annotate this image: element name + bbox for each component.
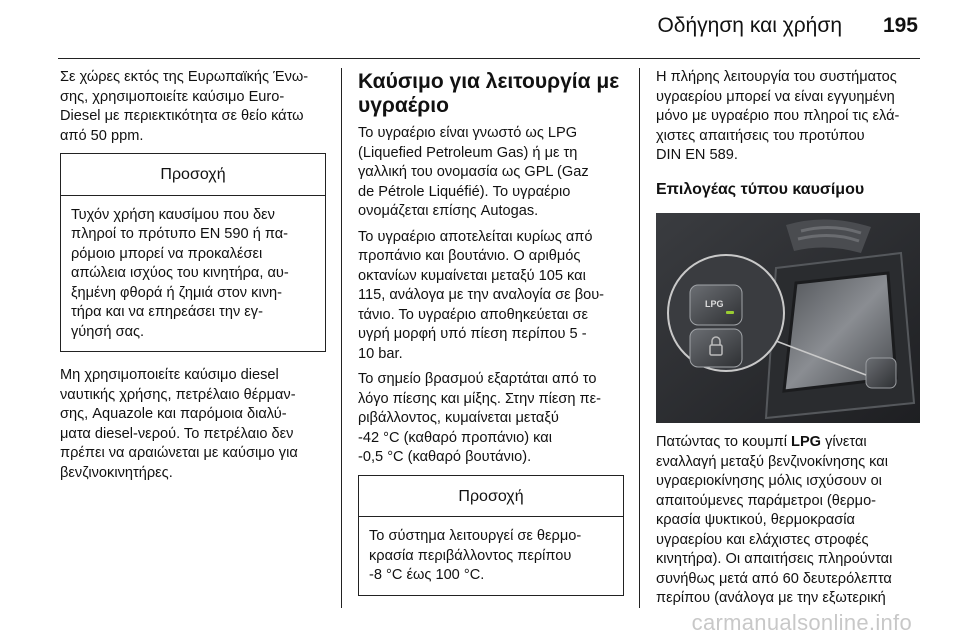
column-3 [656, 68, 920, 615]
page-number: 195 [882, 14, 918, 37]
watermark: carmanualsonline.info [691, 610, 912, 635]
diesel-paragraph: Σε χώρες εκτός της Ευρωπαϊκής Ένω- σης, χρησιμοποιείτε καύσιμο Euro- Diesel με περιεκτικότητα σε θείο κάτω από 50 ppm. [60, 69, 309, 144]
notice-title: Προσοχή [359, 476, 623, 518]
dashboard-illustration [656, 213, 920, 423]
header-title: Οδήγηση και χρήση [657, 14, 842, 37]
column-divider-1 [341, 68, 342, 608]
section-heading-fuel-selector: Επιλογέας τύπου καυσίμου [656, 180, 865, 198]
marine-diesel-paragraph: Μη χρησιμοποιείτε καύσιμο diesel ναυτικής χρήσης, πετρέλαιο θέρμαν- σης, Aquazole και παρόμοια διαλύ- ματα diesel-νερού. Το πετρέλαιο δεν πρέπει να αραιώνεται με καύσιμο για βενζινοκινητήρες. [60, 367, 298, 481]
boiling-point-paragraph: Το σημείο βρασμού εξαρτάται από το λόγο πίεσης και μίξης. Στην πίεση πε- ριβάλλοντος, κυμαίνεται μεταξύ -42 °C (καθαρό προπάνιο) και -0,5 °C (καθαρό βουτάνιο). [358, 371, 601, 465]
notice-title: Προσοχή [61, 154, 325, 196]
lpg-button-label: LPG [705, 299, 724, 309]
column-1 [60, 68, 326, 489]
column-divider-2 [639, 68, 640, 608]
notice-body: Τυχόν χρήση καυσίμου που δεν πληροί το πρότυπο EN 590 ή πα- ρόμοιο μπορεί να προκαλέσει απώλεια ισχύος του κινητήρα, αυ- ξημένη φθορά ή ζημιά στον κινη- τήρα και να επηρεάσει την εγ- γύησή σας. [71, 206, 289, 340]
din-standard-paragraph: Η πλήρης λειτουργία του συστήματος υγραερίου μπορεί να είναι εγγυημένη μόνο με υγραέριο που πληροί τις ελά- χιστες απαιτήσεις του προτύπου DIN EN 589. [656, 69, 900, 163]
section-heading-lpg: Καύσιμο για λειτουργία με υγραέριο [358, 70, 620, 117]
fuel-selector-photo [656, 213, 920, 423]
lpg-button-paragraph: Πατώντας το κουμπί LPG γίνεται εναλλαγή μεταξύ βενζινοκίνησης και υγραεριοκίνησης μόλις ισχύσουν οι απαιτούμενες παράμετροι (θερμο- κρασία ψυκτικού, θερμοκρασία υγραερίου και ελάχιστες στροφές κινητήρα). Οι απαιτήσεις πληρούνται συνήθως μετά από 60 δευτερόλεπτα περίπου (ανάλογα με την εξωτερική [656, 434, 893, 606]
notice-box-2 [358, 475, 624, 596]
column-2 [358, 68, 624, 610]
header-rule [58, 58, 920, 59]
lpg-definition-paragraph: Το υγραέριο είναι γνωστό ως LPG (Liquefied Petroleum Gas) ή με τη γαλλική του ονομασία ως GPL (Gaz de Pétrole Liquéfié). Το υγραέριο ονομάζεται επίσης Autogas. [358, 125, 589, 219]
lpg-composition-paragraph: Το υγραέριο αποτελείται κυρίως από προπάνιο και βουτάνιο. Ο αριθμός οκτανίων κυμαίνεται μεταξύ 105 και 115, ανάλογα με την αναλογία σε βου- τάνιο. Το υγραέριο αποθηκεύεται σε υγρή μορφή υπό πίεση περίπου 5 - 10 bar. [358, 228, 605, 362]
notice-body: Το σύστημα λειτουργεί σε θερμο- κρασία περιβάλλοντος περίπου -8 °C έως 100 °C. [369, 528, 582, 583]
notice-box-1 [60, 153, 326, 352]
